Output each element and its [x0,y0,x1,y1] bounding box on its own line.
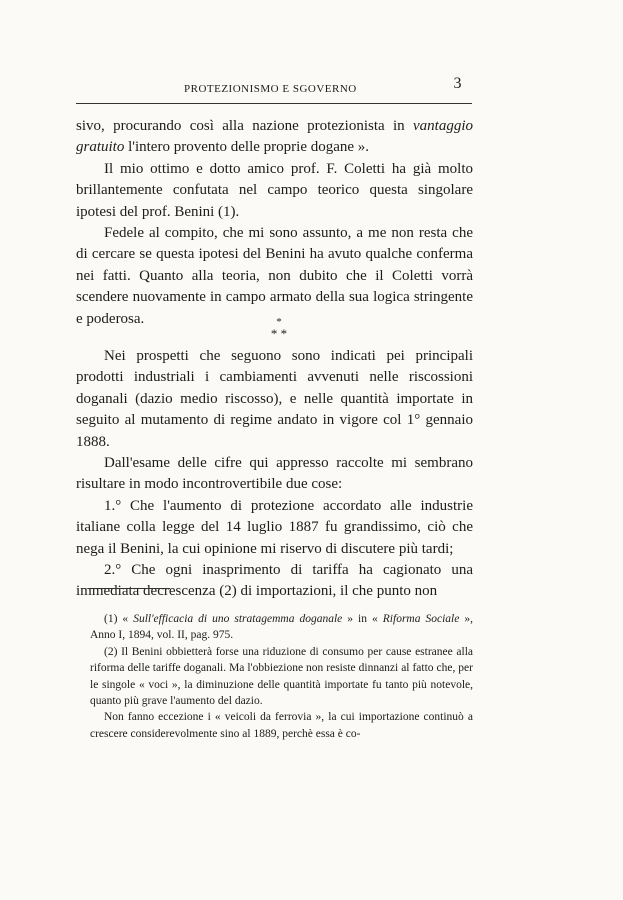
footnotes [90,611,473,742]
paragraph-coletti: Il mio ottimo e dotto amico prof. F. Coletti ha già molto brillantemente confutata nel campo teorico questa singolare ipotesi del prof. Benini (1). [76,160,473,220]
point-one: 1.° Che l'aumento di protezione accordato alle industrie italiane colla legge del 14 luglio 1887 fu grandissimo, ciò che nega il Benini, la cui opinione mi riservo di discutere più tardi; [76,497,473,557]
footnote-1: (1) « Sull'efficacia di uno stratagemma doganale » in « Riforma Sociale », Anno I, 1894, vol. II, pag. 975. [90,613,473,642]
footnote-2-continuation: Non fanno eccezione i « veicoli da ferrovia », la cui importazione continuò a crescere considerevolmente sino al 1889, perchè essa è co- [90,711,473,740]
paragraph-fedele: Fedele al compito, che mi sono assunto, a me non resta che di cercare se questa ipotesi del Benini ha avuto qualche conferma nei fatti. Quanto alla teoria, non dubito che il Coletti vorrà scendere nuovamente in campo armato della sua logica stringente e poderosa. [76,225,473,327]
paragraph-esame: Dall'esame delle cifre qui appresso raccolte mi sembrano risultare in modo incontrovertibile due cose: [76,455,473,493]
point-two: 2.° Che ogni inasprimento di tariffa ha cagionato una immediata decrescenza (2) di importazioni, il che punto non [76,562,473,600]
body-section-1 [76,116,473,330]
running-title: PROTEZIONISMO E SGOVERNO [184,83,357,95]
page-number: 3 [453,75,462,92]
italic-phrase: vantaggio gratuito [76,118,473,156]
footnote-2: (2) Il Benini obbietterà forse una riduzione di consumo per cause estranee alla riforma delle tariffe doganali. Ma l'obbiezione non resiste dinnanzi al fatto che, per le singole « voci », la diminuzione delle quantità importate fu tanto più notevole, quanto più grave l'aumento del dazio. [90,645,473,708]
body-section-2 [76,346,473,603]
footnote-rule [90,588,170,589]
section-separator: * * * [270,316,288,341]
header-rule [76,103,472,104]
paragraph-prospetti: Nei prospetti che seguono sono indicati pei principali prodotti industriali i cambiamenti avvenuti nelle riscossioni doganali (dazio medio riscosso), e nelle quantità importate in seguito al mutamento di regime andato in vigore col 1° gennaio 1888. [76,348,473,450]
paragraph-continuation: sivo, procurando così alla nazione protezionista in vantaggio gratuito l'intero provento delle proprie dogane ». [76,118,473,156]
